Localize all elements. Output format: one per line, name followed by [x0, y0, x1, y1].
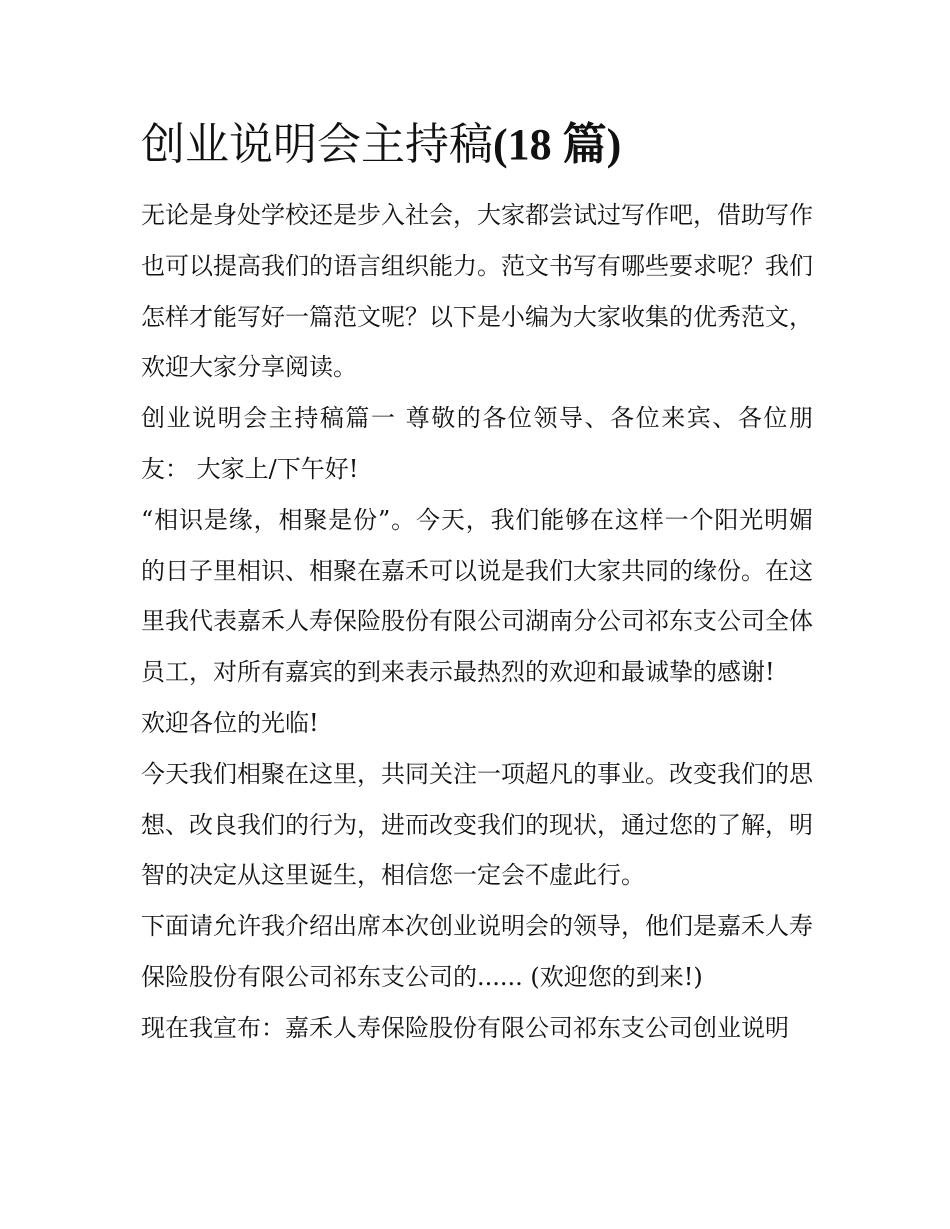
welcome-line: 欢迎各位的光临! — [141, 708, 319, 737]
announcement-paragraph: 现在我宣布：嘉禾人寿保险股份有限公司祁东支公司创业说明 — [141, 1013, 789, 1042]
title-count: (18 篇) — [493, 120, 622, 169]
document-title — [141, 112, 813, 178]
greeting-paragraph: 创业说明会主持稿篇一 尊敬的各位领导、各位来宾、各位朋友： 大家上/下午好! — [141, 404, 813, 483]
welcome-paragraph: “相识是缘，相聚是份”。今天，我们能够在这样一个阳光明媚的日子里相识、相聚在嘉禾可以说是我们大家共同的缘份。在这里我代表嘉禾人寿保险股份有限公司湖南分公司祁东支公司全体员工，对所有嘉宾的到来表示最热烈的欢迎和最诚挚的感谢! — [141, 505, 813, 687]
intro-paragraph: 无论是身处学校还是步入社会，大家都尝试过写作吧，借助写作也可以提高我们的语言组织能力。范文书写有哪些要求呢？我们怎样才能写好一篇范文呢？以下是小编为大家收集的优秀范文，欢迎大家分享阅读。 — [141, 201, 813, 382]
title-text: 创业说明会主持稿 — [141, 119, 493, 170]
purpose-paragraph: 今天我们相聚在这里，共同关注一项超凡的事业。改变我们的思想、改良我们的行为，进而改变我们的现状，通过您的了解，明智的决定从这里诞生，相信您一定会不虚此行。 — [141, 759, 813, 890]
document-page — [141, 112, 813, 1054]
introduction-paragraph: 下面请允许我介绍出席本次创业说明会的领导，他们是嘉禾人寿保险股份有限公司祁东支公司的...... (欢迎您的到来!) — [141, 912, 813, 991]
